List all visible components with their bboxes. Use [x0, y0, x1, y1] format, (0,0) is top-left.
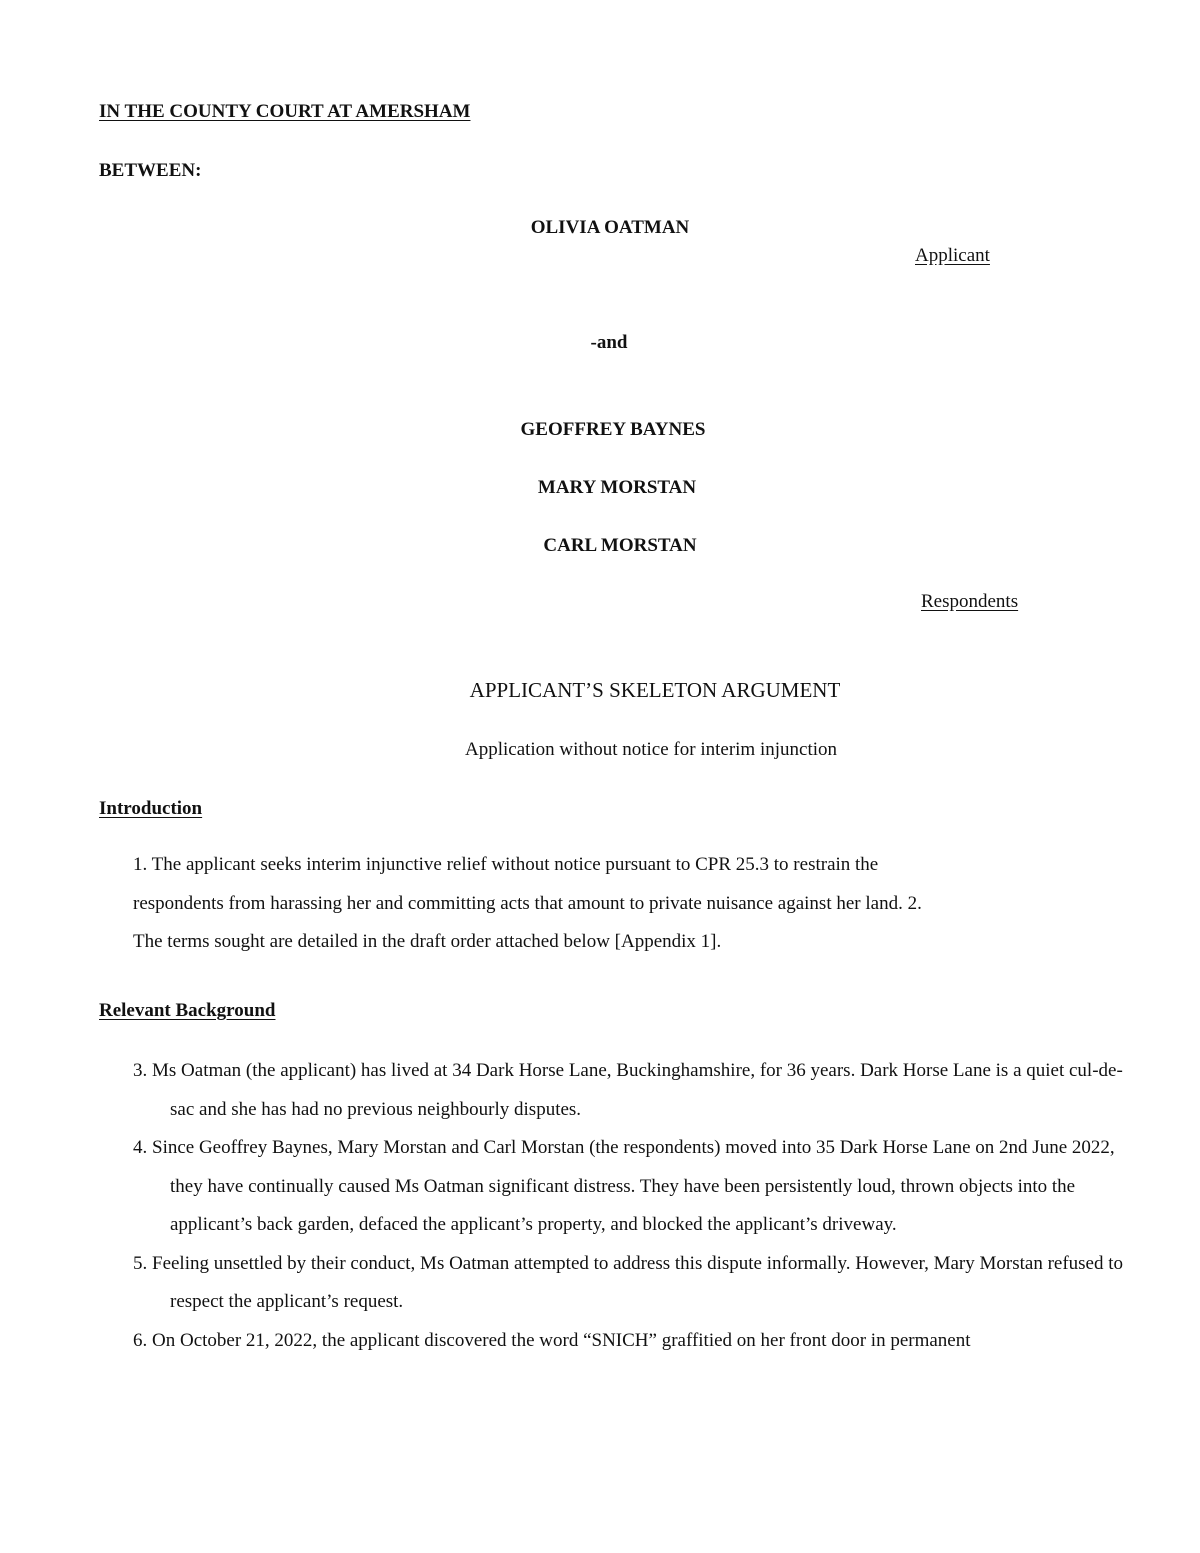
- list-item: 5. Feeling unsettled by their conduct, Ms Oatman attempted to address this dispute informally. However, Mary Morstan refused to respect the applicant’s request.: [133, 1252, 1124, 1312]
- paragraph-line: The terms sought are detailed in the draft order attached below [Appendix 1].: [133, 931, 722, 952]
- introduction-heading: Introduction: [99, 798, 203, 819]
- between-label: BETWEEN:: [99, 160, 202, 181]
- paragraph-line: 1. The applicant seeks interim injunctive relief without notice pursuant to CPR 25.3 to restrain the: [133, 854, 879, 875]
- respondents-role: Respondents: [921, 591, 1019, 612]
- applicant-name: OLIVIA OATMAN: [530, 217, 690, 238]
- background-list: [133, 1052, 1133, 1360]
- paragraph-line: respondents from harassing her and committing acts that amount to private nuisance against her land. 2.: [133, 892, 922, 914]
- respondent-name: CARL MORSTAN: [543, 535, 697, 556]
- court-heading: IN THE COUNTY COURT AT AMERSHAM: [99, 101, 471, 122]
- list-item: 6. On October 21, 2022, the applicant discovered the word “SNICH” graffitied on her front door in permanent: [133, 1329, 971, 1351]
- respondent-name: GEOFFREY BAYNES: [520, 419, 706, 440]
- respondent-name: MARY MORSTAN: [537, 477, 697, 498]
- background-heading: Relevant Background: [99, 1000, 276, 1021]
- and-conjunction: -and: [590, 332, 628, 353]
- list-item: 3. Ms Oatman (the applicant) has lived at 34 Dark Horse Lane, Buckinghamshire, for 36 years. Dark Horse Lane is a quiet cul-de-sac and she has had no previous neighbourly disputes.: [133, 1060, 1123, 1120]
- document-title: APPLICANT’S SKELETON ARGUMENT: [469, 678, 841, 702]
- list-item: 4. Since Geoffrey Baynes, Mary Morstan and Carl Morstan (the respondents) moved into 35 Dark Horse Lane on 2nd June 2022, they have continually caused Ms Oatman significant distress. They have been persistently loud, thrown objects into the applicant’s back garden, defaced the applicant’s property, and blocked the applicant’s driveway.: [133, 1137, 1115, 1235]
- applicant-role: Applicant: [915, 245, 990, 266]
- document-subtitle: Application without notice for interim injunction: [464, 739, 837, 760]
